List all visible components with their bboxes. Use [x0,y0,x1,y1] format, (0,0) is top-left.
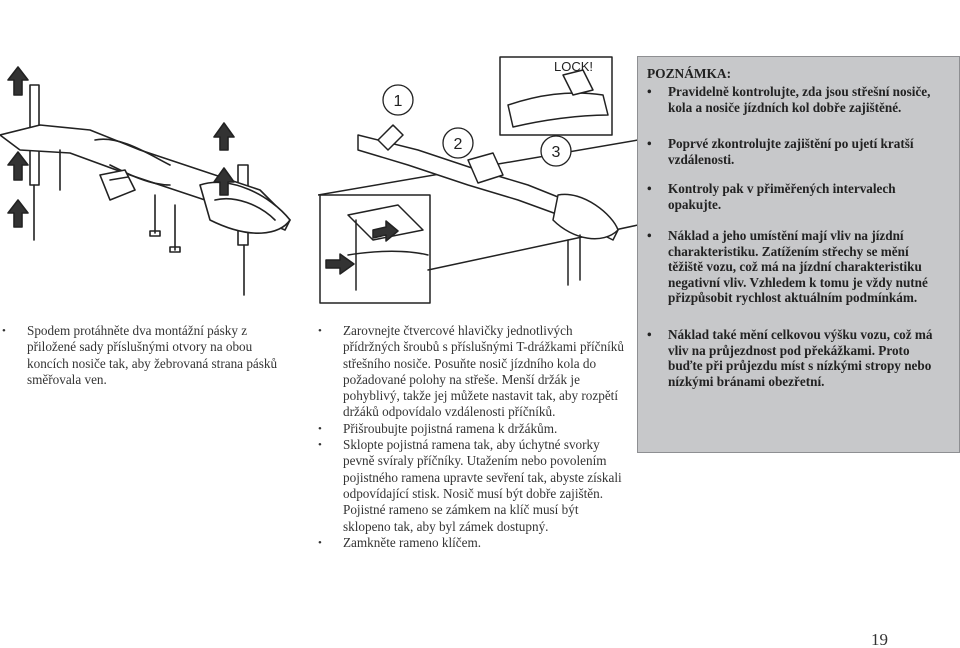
note-box [637,56,960,453]
note-item [647,136,947,167]
bike-carrier-mounting-drawing [0,55,300,305]
callout-3-label: 3 [551,144,561,161]
bike-carrier-tslot-illustration [318,55,638,305]
list-item: • Sklopte pojistná ramena tak, aby úchytné svorky pevně svíraly příčníky. Utažením nebo povolením pojistného ramena upravte sevření tak, abyste získali odpovídající stisk. Nosič musí být dobře zajištěn. Pojistné rameno se zámkem na klíč musí být sklopeno tak, aby byl zámek dostupný. [318,437,628,535]
note-item-text: • Náklad a jeho umístění mají vliv na jízdní charakteristiku. Zatížením střechy se mění těžiště vozu, což má na jízdní charakteristiku negativní vliv. Vzhledem k tomu je vždy nutné přizpůsobit rychlost aktuálním podmínkám. [647,228,947,306]
bike-carrier-mounting-illustration [0,55,300,305]
lock-label: LOCK! [554,59,594,74]
callout-1-label: 1 [393,93,403,110]
note-item [647,228,947,306]
note-item-text: • Poprvé zkontrolujte zajištění po ujetí kratší vzdálenosti. [647,136,947,167]
left-instruction-column [2,323,292,388]
note-item-text: • Pravidelně kontrolujte, zda jsou střešní nosiče, kola a nosiče jízdních kol dobře zajištěné. [647,84,947,115]
middle-instruction-column [318,323,628,551]
note-item [647,327,947,389]
list-item: • Spodem protáhněte dva montážní pásky z přiložené sady příslušnými otvory na obou koncích nosiče tak, aby žebrovaná strana pásků směřovala ven. [2,323,292,388]
list-item: • Přišroubujte pojistná ramena k držákům. [318,421,628,437]
bike-carrier-tslot-drawing [318,55,638,305]
middle-instruction-list [318,323,628,551]
left-instruction-list [2,323,292,388]
list-item: • Zarovnejte čtvercové hlavičky jednotlivých přídržných šroubů s příslušnými T-drážkami příčníků střešního nosiče. Posuňte nosič jízdního kola do požadované polohy na střeše. Menší držák je pohyblivý, takže jej můžete nastavit tak, aby rozpětí držáků odpovídalo vzdálenosti příčníků. [318,323,628,421]
note-item-text: • Náklad také mění celkovou výšku vozu, což má vliv na průjezdnost pod překážkami. Proto buďte při průjezdu míst s nízkými stropy nebo nízkými bránami obezřetní. [647,327,947,389]
page-number: 19 [871,630,888,648]
note-item-text: • Kontroly pak v přiměřených intervalech opakujte. [647,181,947,212]
note-title: POZNÁMKA: [647,66,732,81]
note-item [647,181,947,212]
note-item [647,84,947,115]
list-item: • Zamkněte rameno klíčem. [318,535,628,551]
callout-2-label: 2 [453,136,463,153]
